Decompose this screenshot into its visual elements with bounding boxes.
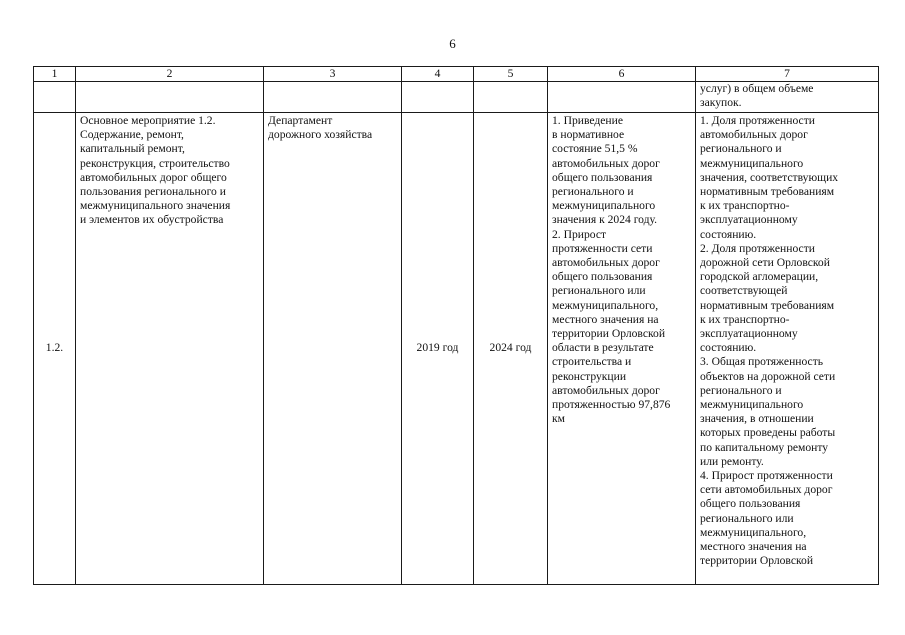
header-row (34, 67, 879, 82)
executor: Департамент дорожного хозяйства (264, 113, 402, 585)
page-number: 6 (449, 36, 456, 51)
measure-name: Основное мероприятие 1.2. Содержание, ремонт, капитальный ремонт, реконструкция, строительство автомобильных дорог общего пользования регионального и межмуниципального значения и элементов их обустройства (76, 113, 264, 585)
row-number: 1.2. (34, 113, 76, 585)
column-header-6: 6 (548, 67, 696, 82)
continuation-cell-4 (402, 82, 474, 113)
program-table (33, 66, 879, 585)
column-header-7: 7 (696, 67, 879, 82)
continuation-indicators-text: услуг) в общем объеме закупок. (696, 82, 879, 113)
continuation-cell-1 (34, 82, 76, 113)
continuation-row (34, 82, 879, 113)
start-year: 2019 год (402, 113, 474, 585)
column-header-5: 5 (474, 67, 548, 82)
column-header-4: 4 (402, 67, 474, 82)
continuation-cell-5 (474, 82, 548, 113)
column-header-3: 3 (264, 67, 402, 82)
continuation-cell-6 (548, 82, 696, 113)
end-year: 2024 год (474, 113, 548, 585)
column-header-2: 2 (76, 67, 264, 82)
column-header-1: 1 (34, 67, 76, 82)
continuation-cell-2 (76, 82, 264, 113)
indicators: 1. Доля протяженности автомобильных дорог регионального и межмуниципального значения, соответствующих нормативным требованиям к их транспортно- эксплуатационному состоянию. 2. Доля протяженности дорожной сети Орловской городской агломерации, соответствующей нормативным требованиям к их транспортно- эксплуатационному состоянию. 3. Общая протяженность объектов на дорожной сети регионального и межмуниципального значения, в отношении которых проведены работы по капитальному ремонту или ремонту. 4. Прирост протяженности сети автомобильных дорог общего пользования регионального или межмуниципального, местного значения на территории Орловской (696, 113, 879, 585)
continuation-cell-3 (264, 82, 402, 113)
expected-result: 1. Приведение в нормативное состояние 51,5 % автомобильных дорог общего пользования регионального и межмуниципального значения к 2024 году. 2. Прирост протяженности сети автомобильных дорог общего пользования регионального или межмуниципального, местного значения на территории Орловской области в результате строительства и реконструкции автомобильных дорог протяженностью 97,876 км (548, 113, 696, 585)
table-row (34, 113, 879, 585)
